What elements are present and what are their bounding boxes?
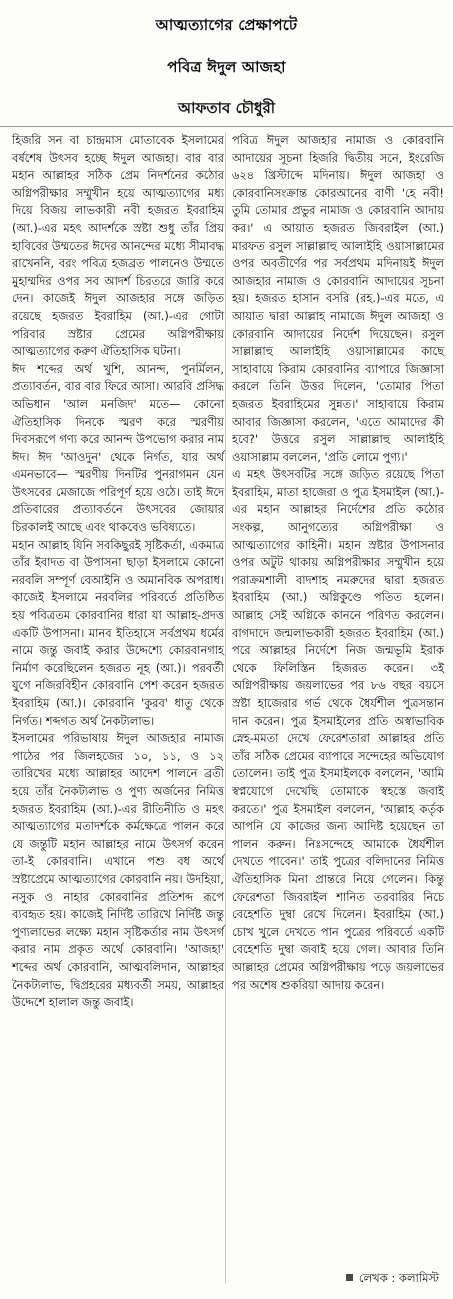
paragraph: পবিত্র ঈদুল আজহার নামাজ ও কোরবানি আদায়ের সূচনা হিজরি দ্বিতীয় সনে, ইংরেজি ৬২৪ খ্রিস্টাব্দে মদিনায়। ঈদুল আজহা ও কোরবানিসংক্রান্ত কোরআনের বাণী 'হে নবী! তুমি তোমার প্রভুর নামাজ ও কোরবানি আদায় কর।' এ আয়াত হজরত জিবরাইল (আ.) মারফত রসুল সাল্লাল্লাহু আলাইহি ওয়াসাল্লামের ওপর অবতীর্ণের পর সর্বপ্রথম মদিনায়ই ঈদুল আজহার নামাজ ও কোরবানি আদায়ের সূচনা হয়। হজরত হাসান বসরি (রহ.)-এর মতে, এ আয়াত দ্বারা আল্লাহ নামাজে ঈদুল আজহা ও কোরবানি আদায়ের নির্দেশ দিয়েছেন। রসুল সাল্লাল্লাহু আলাইহি ওয়াসাল্লামের কাছে সাহাবায়ে কিরাম কোরবানির ব্যাপারে জিজ্ঞাসা করলে তিনি উত্তর দিলেন, 'তোমার পিতা হজরত ইবরাহিমের সুন্নত।' সাহাবায়ে কিরাম আবার জিজ্ঞাসা করলেন, 'এতে আমাদের কী হবে?' উত্তরে রসুল সাল্লাল্লাহু আলাইহি ওয়াসাল্লাম বললেন, 'প্রতি লোমে পুণ্য।' [232,133,444,464]
headline-line-1: আত্মত্যাগের প্রেক্ষাপটে [155,16,298,34]
paragraph: হিজরি সন বা চান্দ্রমাস মোতাবেক ইসলামের বর্ষশেষ উৎসব হচ্ছে ঈদুল আজহা। বার বার মহান আল্লাহর সঠিক প্রেম নিদর্শনের কঠোর অগ্নিপরীক্ষার সম্মুখীন হয়ে আত্মত্যাগের মধ্য দিয়ে বিজয় লাভকারী নবী হজরত ইবরাহিম (আ.)-এর মহৎ আদর্শকে স্রষ্টা শুধু তাঁর প্রিয় হাবিবের উম্মতের ঈদের আনন্দের মধ্যে সীমাবদ্ধ রাখেননি, বরং পবিত্র হজব্রত পালনেও উম্মতে মুহাম্মদির ওপর সব আদর্শ চিরতরে জারি করে দেন। কাজেই ঈদুল আজহার সঙ্গে জড়িত রয়েছে হজরত ইবরাহিম (আ.)-এর গোটা পরিবার স্রষ্টার প্রেমের অগ্নিপরীক্ষায় আত্মত্যাগের করুণ ঐতিহাসিক ঘটনা। [12,133,224,359]
author-credit-text: লেখক : কলামিস্ট [358,1271,439,1285]
paragraph: এ মহৎ উৎসবটির সঙ্গে জড়িত রয়েছে পিতা ইবরাহিম, মাতা হাজেরা ও পুত্র ইসমাইল (আ.)-এর মহান আল্লাহর নির্দেশের প্রতি কঠোর সংকল্প, আনুগত্যের অগ্নিপরীক্ষা ও আত্মত্যাগের কাহিনী। মহান স্রষ্টার উপাসনার ওপর অটুট থাকায় অগ্নিপরীক্ষার সম্মুখীন হয়ে পরাক্রমশালী বাদশাহ নমরুদের দ্বারা হজরত ইবরাহিম (আ.) অগ্নিকুণ্ডে পতিত হলেন। আল্লাহ সেই অগ্নিকে কাননে পরিণত করলেন। বাগদাদে জন্মলাভকারী হজরত ইবরাহিম (আ.) পরে আল্লাহর নির্দেশে নিজ জন্মভূমি ইরাক থেকে ফিলিস্তিন হিজরত করেন। ৩ই অগ্নিপরীক্ষায় জয়লাভের পর ৮৬ বছর বয়সে স্রষ্টা হাজেরার গর্ভ থেকে ধৈর্যশীল পুত্রসন্তান দান করেন। পুত্র ইসমাইলের প্রতি অস্বাভাবিক স্নেহ-মমতা দেখে ফেরেশতারা আল্লাহর প্রতি তাঁর সঠিক প্রেমের ব্যাপারে সন্দেহের অভিযোগ তোলেন। তাই পুত্র ইসমাইলকে বললেন, 'আমি স্বপ্নযোগে দেখেছি তোমাকে স্বহস্তে জবাই করতে।' পুত্র ইসমাইল বললেন, 'আল্লাহ কর্তৃক আপনি যে কাজের জন্য আদিষ্ট হয়েছেন তা পালন করুন। নিঃসন্দেহে আমাকে ধৈর্যশীল দেখতে পাবেন।' তাই পুত্রের বলিদানের নিমিত্ত ঐতিহাসিক মিনা প্রান্তরে নিয়ে গেলেন। কিন্তু ফেরেশতা জিবরাইল শানিত তরবারির নিচে বেহেশতি দুম্বা রেখে দিলেন। ইবরাহিম (আ.) চোখ খুলে দেখতে পান পুত্রের পরিবর্তে একটি বেহেশতি দুম্বা জবাই হয়ে গেল। আবার তিনি আল্লাহর প্রেমের অগ্নিপরীক্ষায় পড়ে জয়লাভের পর অশেষ শুকরিয়া আদায় করেন। [232,467,444,992]
left-column [12,132,224,1012]
headline [0,4,453,88]
paragraph: মহান আল্লাহ যিনি সবকিছুরই সৃষ্টিকর্তা, একমাত্র তাঁর ইবাদত বা উপাসনা ছাড়া ইসলামে কোনো নরবলি সম্পূর্ণ বেআইনি ও অমানবিক অপরাধ। কাজেই ইসলামে নরবলির পরিবর্তে প্রতিষ্ঠিত হয় পবিত্রতম কোরবানির ধারা যা আল্লাহ-প্রদত্ত একটি উপাসনা। মানব ইতিহাসে সর্বপ্রথম ধর্মের নামে জন্তু জবাই করার উদ্দেশ্যে কোরবানগাহ নির্মাণ করেছিলেন হজরত নূহ (আ.)। পরবর্তী যুগে নজিরবিহীন কোরবানি পেশ করেন হজরত ইবরাহিম (আ.)। কোরবানি 'কুরব' ধাতু থেকে নির্গত। শব্দগত অর্থ নৈকট্যলাভ। [12,537,224,728]
bullet-square-icon [346,1274,353,1281]
author-byline: আফতাব চৌধুরী [177,99,276,117]
paragraph: ঈদ শব্দের অর্থ খুশি, আনন্দ, পুনর্মিলন, প্রত্যাবর্তন, বার বার ফিরে আসা। আরবি প্রসিদ্ধ অভিধান 'আল মনজিদ' মতে— কোনো ঐতিহাসিক দিনকে স্মরণ করে স্মরণীয় দিবসরূপে গণ্য করে আনন্দ উপভোগ করার নাম ঈদ। ঈদ 'আওদুন' থেকে নির্গত, যার অর্থ এমনভাবে— স্মরণীয় দিনটির পুনরাগমন যেন উৎসবের মেজাজে পরিপূর্ণ হয়ে ওঠে। তাই ঈদে প্রতিবারের প্রত্যাবর্তনে উৎসবের জোয়ার চিরকালই আছে এবং থাকবেও ভবিষ্যতে। [12,361,224,535]
column-divider [225,132,226,1284]
author-credit [346,1270,439,1286]
right-column [232,132,444,994]
headline-line-2: পবিত্র ঈদুল আজহা [167,58,286,76]
paragraph: ইসলামের পরিভাষায় ঈদুল আজহার নামাজ পাঠের পর জিলহজের ১০, ১১, ও ১২ তারিখের মধ্যে আল্লাহর আদেশ পালনে ব্রতী হয়ে তাঁর নৈকট্যলাভ ও পুণ্য অর্জনের নিমিত্ত হজরত ইবরাহিম (আ.)-এর রীতিনীতি ও মহৎ আত্মত্যাগের মতাদর্শকে কর্মক্ষেত্রে পালন করে যে জন্তুটি মহান আল্লাহর নামে উৎসর্গ করেন তা-ই কোরবানি। এখানে পশু বধ অর্থে স্রষ্টাপ্রেমে আত্মত্যাগের কোরবানি নয়। উদহিয়া, নসুক ও নাহার কোরবানির প্রতিশব্দ রূপে ব্যবহৃত হয়। কাজেই নির্দিষ্ট তারিখে নির্দিষ্ট জন্তু পুণ্যলাভের লক্ষ্যে মহান সৃষ্টিকর্তার নাম উৎসর্গ করার নাম প্রকৃত অর্থে কোরবানি। 'আজহা' শব্দের অর্থ কোরবানি, আত্মবলিদান, আল্লাহর নৈকট্যলাভ, দ্বিপ্রহরের মধ্যবর্তী সময়, আল্লাহর উদ্দেশে হালাল জন্তু জবাই। [12,731,224,1010]
byline-divider [0,126,453,127]
